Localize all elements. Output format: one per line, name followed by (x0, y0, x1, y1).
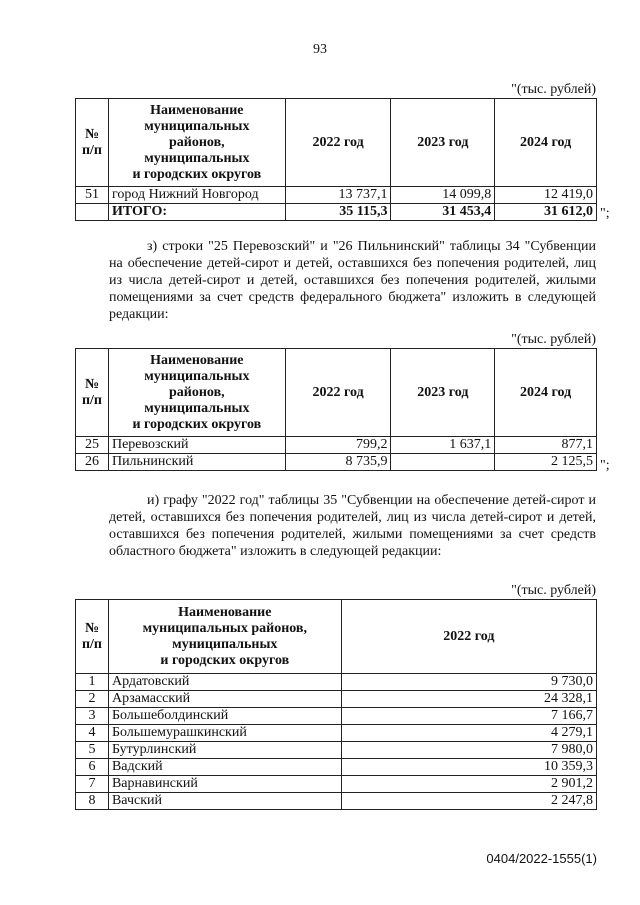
col-header-number: № п/п (76, 349, 109, 437)
unit-label: "(тыс. рублей) (511, 82, 596, 97)
table-closing-quote: "; (600, 458, 610, 473)
table-34-rows (75, 348, 597, 471)
col-header-2023: 2023 год (391, 99, 495, 187)
table-subventions-continued (75, 98, 597, 221)
col-header-2022: 2022 год (285, 349, 391, 437)
col-header-2023: 2023 год (391, 349, 495, 437)
table-35-column-2022 (75, 599, 597, 810)
col-header-name: Наименование муниципальных районов, муниципальных и городских округов (108, 99, 285, 187)
table-row: 51 город Нижний Новгород 13 737,1 14 099,8 12 419,0 (76, 187, 597, 204)
col-header-2024: 2024 год (495, 99, 597, 187)
table-row: 26 Пильнинский 8 735,9 2 125,5 (76, 454, 597, 471)
paragraph-i: и) графу "2022 год" таблицы 35 "Субвенции на обеспечение детей-сирот и детей, оставшихся без попечения родителей, лиц из числа детей-сирот и детей, оставшихся без попечения родителей, жилыми помещениями за счет средств областного бюджета" изложить в следующей редакции: (109, 493, 596, 559)
table-row: 7 Варнавинский 2 901,2 (76, 776, 597, 793)
col-header-name: Наименование муниципальных районов, муниципальных и городских округов (108, 349, 285, 437)
table-closing-quote: "; (600, 206, 610, 221)
table-row: 3 Большеболдинский 7 166,7 (76, 708, 597, 725)
col-header-name: Наименование муниципальных районов, муниципальных и городских округов (108, 600, 341, 674)
col-header-number: № п/п (76, 99, 109, 187)
table-row: 6 Вадский 10 359,3 (76, 759, 597, 776)
table-row: 8 Вачский 2 247,8 (76, 793, 597, 810)
col-header-2024: 2024 год (495, 349, 597, 437)
col-header-2022: 2022 год (285, 99, 391, 187)
col-header-2022: 2022 год (341, 600, 596, 674)
table-row: 1 Ардатовский 9 730,0 (76, 674, 597, 691)
table-total-row: ИТОГО: 35 115,3 31 453,4 31 612,0 (76, 204, 597, 221)
table-row: 25 Перевозский 799,2 1 637,1 877,1 (76, 437, 597, 454)
page-number: 93 (313, 42, 327, 57)
unit-label: "(тыс. рублей) (511, 332, 596, 347)
table-row: 2 Арзамасский 24 328,1 (76, 691, 597, 708)
unit-label: "(тыс. рублей) (511, 583, 596, 598)
table-row: 4 Большемурашкинский 4 279,1 (76, 725, 597, 742)
document-code: 0404/2022-1555(1) (486, 851, 597, 866)
col-header-number: № п/п (76, 600, 109, 674)
table-row: 5 Бутурлинский 7 980,0 (76, 742, 597, 759)
paragraph-z: з) строки "25 Перевозский" и "26 Пильнинский" таблицы 34 "Субвенции на обеспечение детей-сирот и детей, оставшихся без попечения родителей, лиц из числа детей-сирот и детей, оставшихся без попечения родителей, жилыми помещениями за счет средств федерального бюджета" изложить в следующей редакции: (109, 239, 596, 322)
